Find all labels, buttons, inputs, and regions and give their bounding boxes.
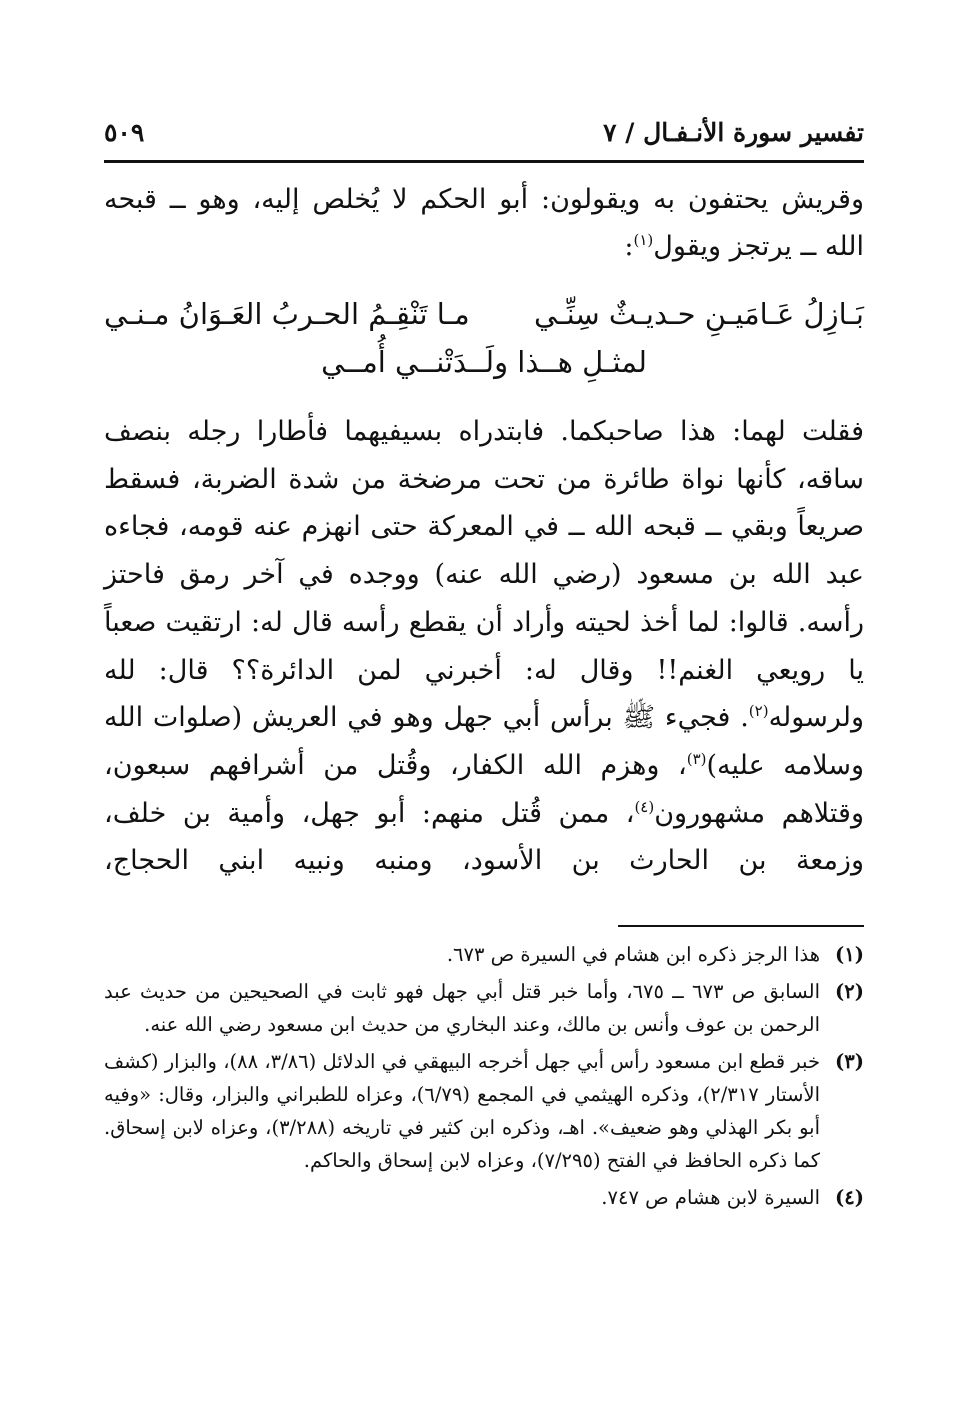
page-header	[104, 108, 864, 156]
page-number: ٥٠٩	[104, 117, 145, 147]
footnote-text: السيرة لابن هشام ص ٧٤٧.	[601, 1186, 820, 1209]
paragraph-main-part1: فقلت لهما: هذا صاحبكما. فابتدراه بسيفيهما فأطارا رجله بنصف ساقه، كأنها نواة طائرة من تحت مرضخة من شدة الضربة، فسقط صريعاً وبقي ــ قبحه الله ــ في المعركة حتى انهزم عنه قومه، فجاءه عبد الله بن مسعود (رضي الله عنه) ووجده في آخر رمق فاحتز رأسه. قالوا: لما أخذ لحيته وأراد أن يقطع رأسه قال له: ارتقيت صعباً يا رويعي الغنم!! وقال له: أخبرني لمن الدائرة؟؟ قال: لله ولرسوله	[104, 416, 864, 734]
footnote-ref-3: (٣)	[686, 749, 707, 768]
footnote-ref-4: (٤)	[634, 797, 655, 816]
footnote-4	[104, 1181, 864, 1214]
footnote-number: (٣)	[835, 1050, 864, 1073]
footnote-ref-1: (١)	[633, 231, 654, 249]
poem-hemistich-right: بَـازِلُ عَـامَيـنِ حـديـثٌ سِنِّـي	[533, 297, 864, 331]
paragraph-main-part4: ، ممن قُتل منهم: أبو جهل، وأمية بن خلف، وزمعة بن الحارث بن الأسود، ومنبه ونبيه ابني الحجاج،	[104, 797, 864, 877]
header-rule	[104, 160, 864, 163]
footnote-number: (٢)	[835, 980, 864, 1003]
poem-verse-2: لمثـلِ هــذا ولَــدَتْنــي أُمــي	[321, 345, 647, 379]
paragraph-main-part3: ، وهزم الله الكفار، وقُتل من أشرافهم سبعون، وقتلاهم مشهورون	[104, 749, 865, 829]
paragraph-main-part2: . فجيء ﷺ برأس أبي جهل وهو في العريش (صلوات الله وسلامه عليه)	[104, 702, 865, 781]
poem	[104, 290, 864, 386]
paragraph-intro	[104, 176, 864, 270]
poem-hemistich-left: مـا تَنْقِـمُ الحـربُ العَـوَانُ مـنـي	[104, 297, 470, 331]
paragraph-intro-tail: :	[624, 231, 634, 262]
footnote-3	[104, 1045, 864, 1177]
footnote-text: السابق ص ٦٧٣ ــ ٦٧٥، وأما خبر قتل أبي جهل فهو ثابت في الصحيحين من حديث عبد الرحمن بن عوف وأنس بن مالك، وعند البخاري من حديث ابن مسعود رضي الله عنه.	[104, 980, 820, 1036]
footnote-ref-2: (٢)	[748, 702, 769, 721]
footnote-text: هذا الرجز ذكره ابن هشام في السيرة ص ٦٧٣.	[446, 943, 820, 966]
footnote-number: (٤)	[835, 1186, 864, 1209]
footnote-text: خبر قطع ابن مسعود رأس أبي جهل أخرجه البيهقي في الدلائل (٣/٨٦، ٨٨)، والبزار (كشف الأستار ٢/٣١٧)، وذكره الهيثمي في المجمع (٦/٧٩)، وعزاه للطبراني والبزار، وقال: «وفيه أبو بكر الهذلي وهو ضعيف». اهـ، وذكره ابن كثير في تاريخه (٣/٢٨٨)، وعزاه لابن إسحاق. كما ذكره الحافظ في الفتح (٧/٢٩٥)، وعزاه لابن إسحاق والحاكم.	[104, 1050, 821, 1172]
poem-verse-1	[104, 290, 864, 338]
paragraph-intro-text: وقريش يحتفون به ويقولون: أبو الحكم لا يُخلص إليه، وهو ــ قبحه الله ــ يرتجز ويقول	[104, 184, 864, 262]
footnotes	[104, 938, 864, 1218]
footnote-separator	[618, 925, 864, 927]
footnote-1	[104, 938, 864, 971]
paragraph-main	[104, 408, 864, 885]
running-title: تفسير سورة الأنـفـال / ٧	[603, 117, 864, 147]
footnote-2	[104, 975, 864, 1041]
footnote-number: (١)	[835, 943, 864, 966]
